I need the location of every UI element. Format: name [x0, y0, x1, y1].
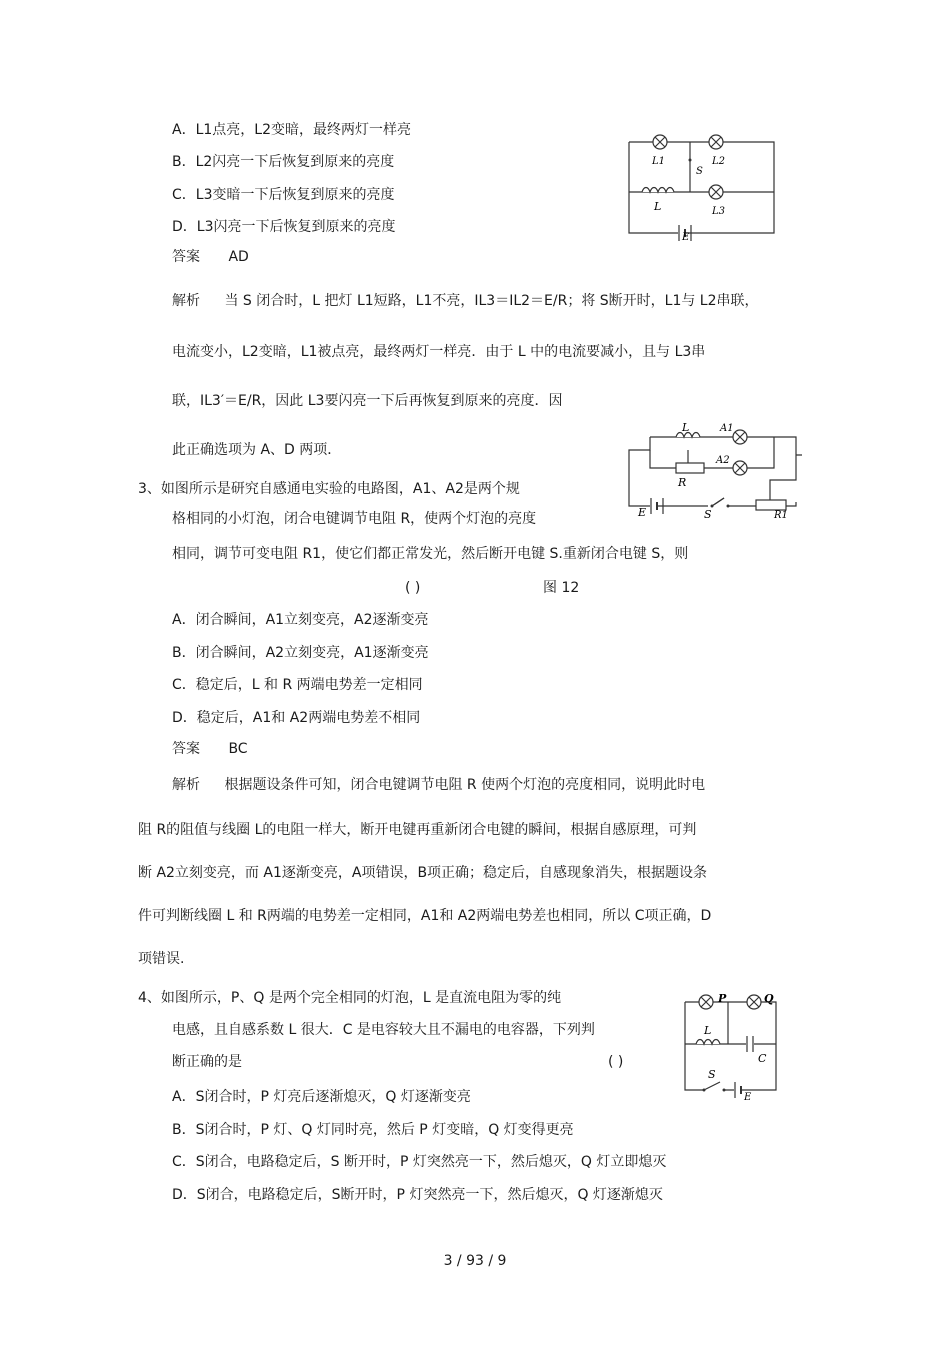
fig-label-A1: A1	[720, 423, 734, 434]
q4-answer-blank: ( )	[608, 1054, 624, 1070]
q3-option-d: D．稳定后，A1和 A2两端电势差不相同	[172, 710, 421, 726]
analysis-text: 当 S 闭合时，L 把灯 L1短路，L1不亮，IL3＝IL2＝E/R；将 S断开时，L1与 L2串联，	[224, 293, 759, 309]
q4-option-c: C．S闭合，电路稳定后，S 断开时，P 灯突然亮一下，然后熄灭，Q 灯立即熄灭	[172, 1154, 667, 1170]
q3-option-a: A．闭合瞬间，A1立刻变亮，A2逐渐变亮	[172, 612, 429, 628]
fig-label-Q: Q	[764, 992, 774, 1005]
q3-answer	[172, 739, 248, 759]
fig-label-L2: L2	[712, 156, 726, 167]
q2-option-c: C．L3变暗一下后恢复到原来的亮度	[172, 187, 395, 203]
q2-analysis-line-2: 电流变小，L2变暗，L1被点亮，最终两灯一样亮．由于 L 中的电流要减小，且与 L3串	[172, 344, 706, 360]
page-number: 3 / 93 / 9	[443, 1253, 507, 1269]
q3-stem-line-3: 相同，调节可变电阻 R1，使它们都正常发光，然后断开电键 S.重新闭合电键 S，则	[172, 546, 689, 562]
q3-analysis-line-2: 阻 R的阻值与线圈 L的电阻一样大，断开电键再重新闭合电键的瞬间，根据自感原理，可判	[138, 822, 697, 838]
analysis-label: 解析	[172, 293, 200, 309]
fig-label-P: P	[718, 992, 727, 1005]
q2-analysis-line-3: 联，IL3′＝E/R，因此 L3要闪亮一下后再恢复到原来的亮度．因	[172, 393, 563, 409]
analysis-label: 解析	[172, 777, 200, 793]
q3-answer-blank: ( )	[405, 580, 421, 596]
q2-option-d: D．L3闪亮一下后恢复到原来的亮度	[172, 219, 396, 235]
q4-stem-line-3: 断正确的是	[172, 1054, 242, 1070]
q2-analysis-line-1	[172, 291, 759, 311]
fig-label-L: L	[682, 421, 690, 434]
analysis-text: 根据题设条件可知，闭合电键调节电阻 R 使两个灯泡的亮度相同，说明此时电	[224, 777, 706, 793]
fig-label-L: L	[654, 200, 662, 213]
q4-option-a: A．S闭合时，P 灯亮后逐渐熄灭，Q 灯逐渐变亮	[172, 1089, 471, 1105]
q3-option-c: C．稳定后，L 和 R 两端电势差一定相同	[172, 677, 423, 693]
fig-label-E: E	[744, 1092, 752, 1102]
fig-label-L1: L1	[652, 156, 666, 167]
answer-value: AD	[228, 249, 249, 265]
fig-label-R: R	[678, 476, 687, 489]
answer-value: BC	[228, 741, 248, 757]
q2-option-b: B．L2闪亮一下后恢复到原来的亮度	[172, 154, 395, 170]
q4-stem-line-2: 电感，且自感系数 L 很大．C 是电容较大且不漏电的电容器，下列判	[172, 1022, 595, 1038]
fig-label-R1: R1	[774, 510, 788, 520]
q3-analysis-line-3: 断 A2立刻变亮，而 A1逐渐变亮，A项错误，B项正确；稳定后，自感现象消失，根据题设条	[138, 865, 708, 881]
fig-label-S: S	[696, 166, 703, 177]
q2-option-a: A．L1点亮，L2变暗，最终两灯一样亮	[172, 122, 411, 138]
q3-option-b: B．闭合瞬间，A2立刻变亮，A1逐渐变亮	[172, 645, 429, 661]
q3-figure-caption: 图 12	[543, 580, 580, 596]
answer-label: 答案	[172, 741, 200, 757]
q4-stem-line-1: 4、如图所示，P、Q 是两个完全相同的灯泡，L 是直流电阻为零的纯	[138, 990, 562, 1006]
q3-circuit-figure	[624, 420, 802, 520]
q3-analysis-line-1	[172, 775, 705, 795]
q3-stem-line-1: 3、如图所示是研究自感通电实验的电路图，A1、A2是两个规	[138, 481, 520, 497]
q4-circuit-figure	[680, 990, 782, 1102]
q4-option-d: D．S闭合，电路稳定后，S断开时，P 灯突然亮一下，然后熄灭，Q 灯逐渐熄灭	[172, 1187, 663, 1203]
q4-option-b: B．S闭合时，P 灯、Q 灯同时亮，然后 P 灯变暗，Q 灯变得更亮	[172, 1122, 574, 1138]
fig-label-S: S	[704, 508, 712, 520]
answer-label: 答案	[172, 249, 200, 265]
fig-label-A2: A2	[716, 455, 730, 466]
q3-stem-line-2: 格相同的小灯泡，闭合电键调节电阻 R，使两个灯泡的亮度	[172, 511, 537, 527]
q3-analysis-line-5: 项错误.	[138, 951, 185, 967]
fig-label-E: E	[638, 506, 647, 519]
q2-analysis-line-4: 此正确选项为 A、D 两项．	[172, 442, 342, 458]
q3-analysis-line-4: 件可判断线圈 L 和 R两端的电势差一定相同，A1和 A2两端电势差也相同，所以 C项正确，D	[138, 908, 712, 924]
q2-answer	[172, 247, 249, 267]
fig-label-E: E	[682, 232, 690, 243]
q2-circuit-figure	[624, 130, 784, 243]
fig-label-L: L	[704, 1024, 712, 1037]
fig-label-C: C	[758, 1052, 767, 1065]
fig-label-S: S	[708, 1068, 716, 1081]
fig-label-L3: L3	[712, 206, 726, 217]
